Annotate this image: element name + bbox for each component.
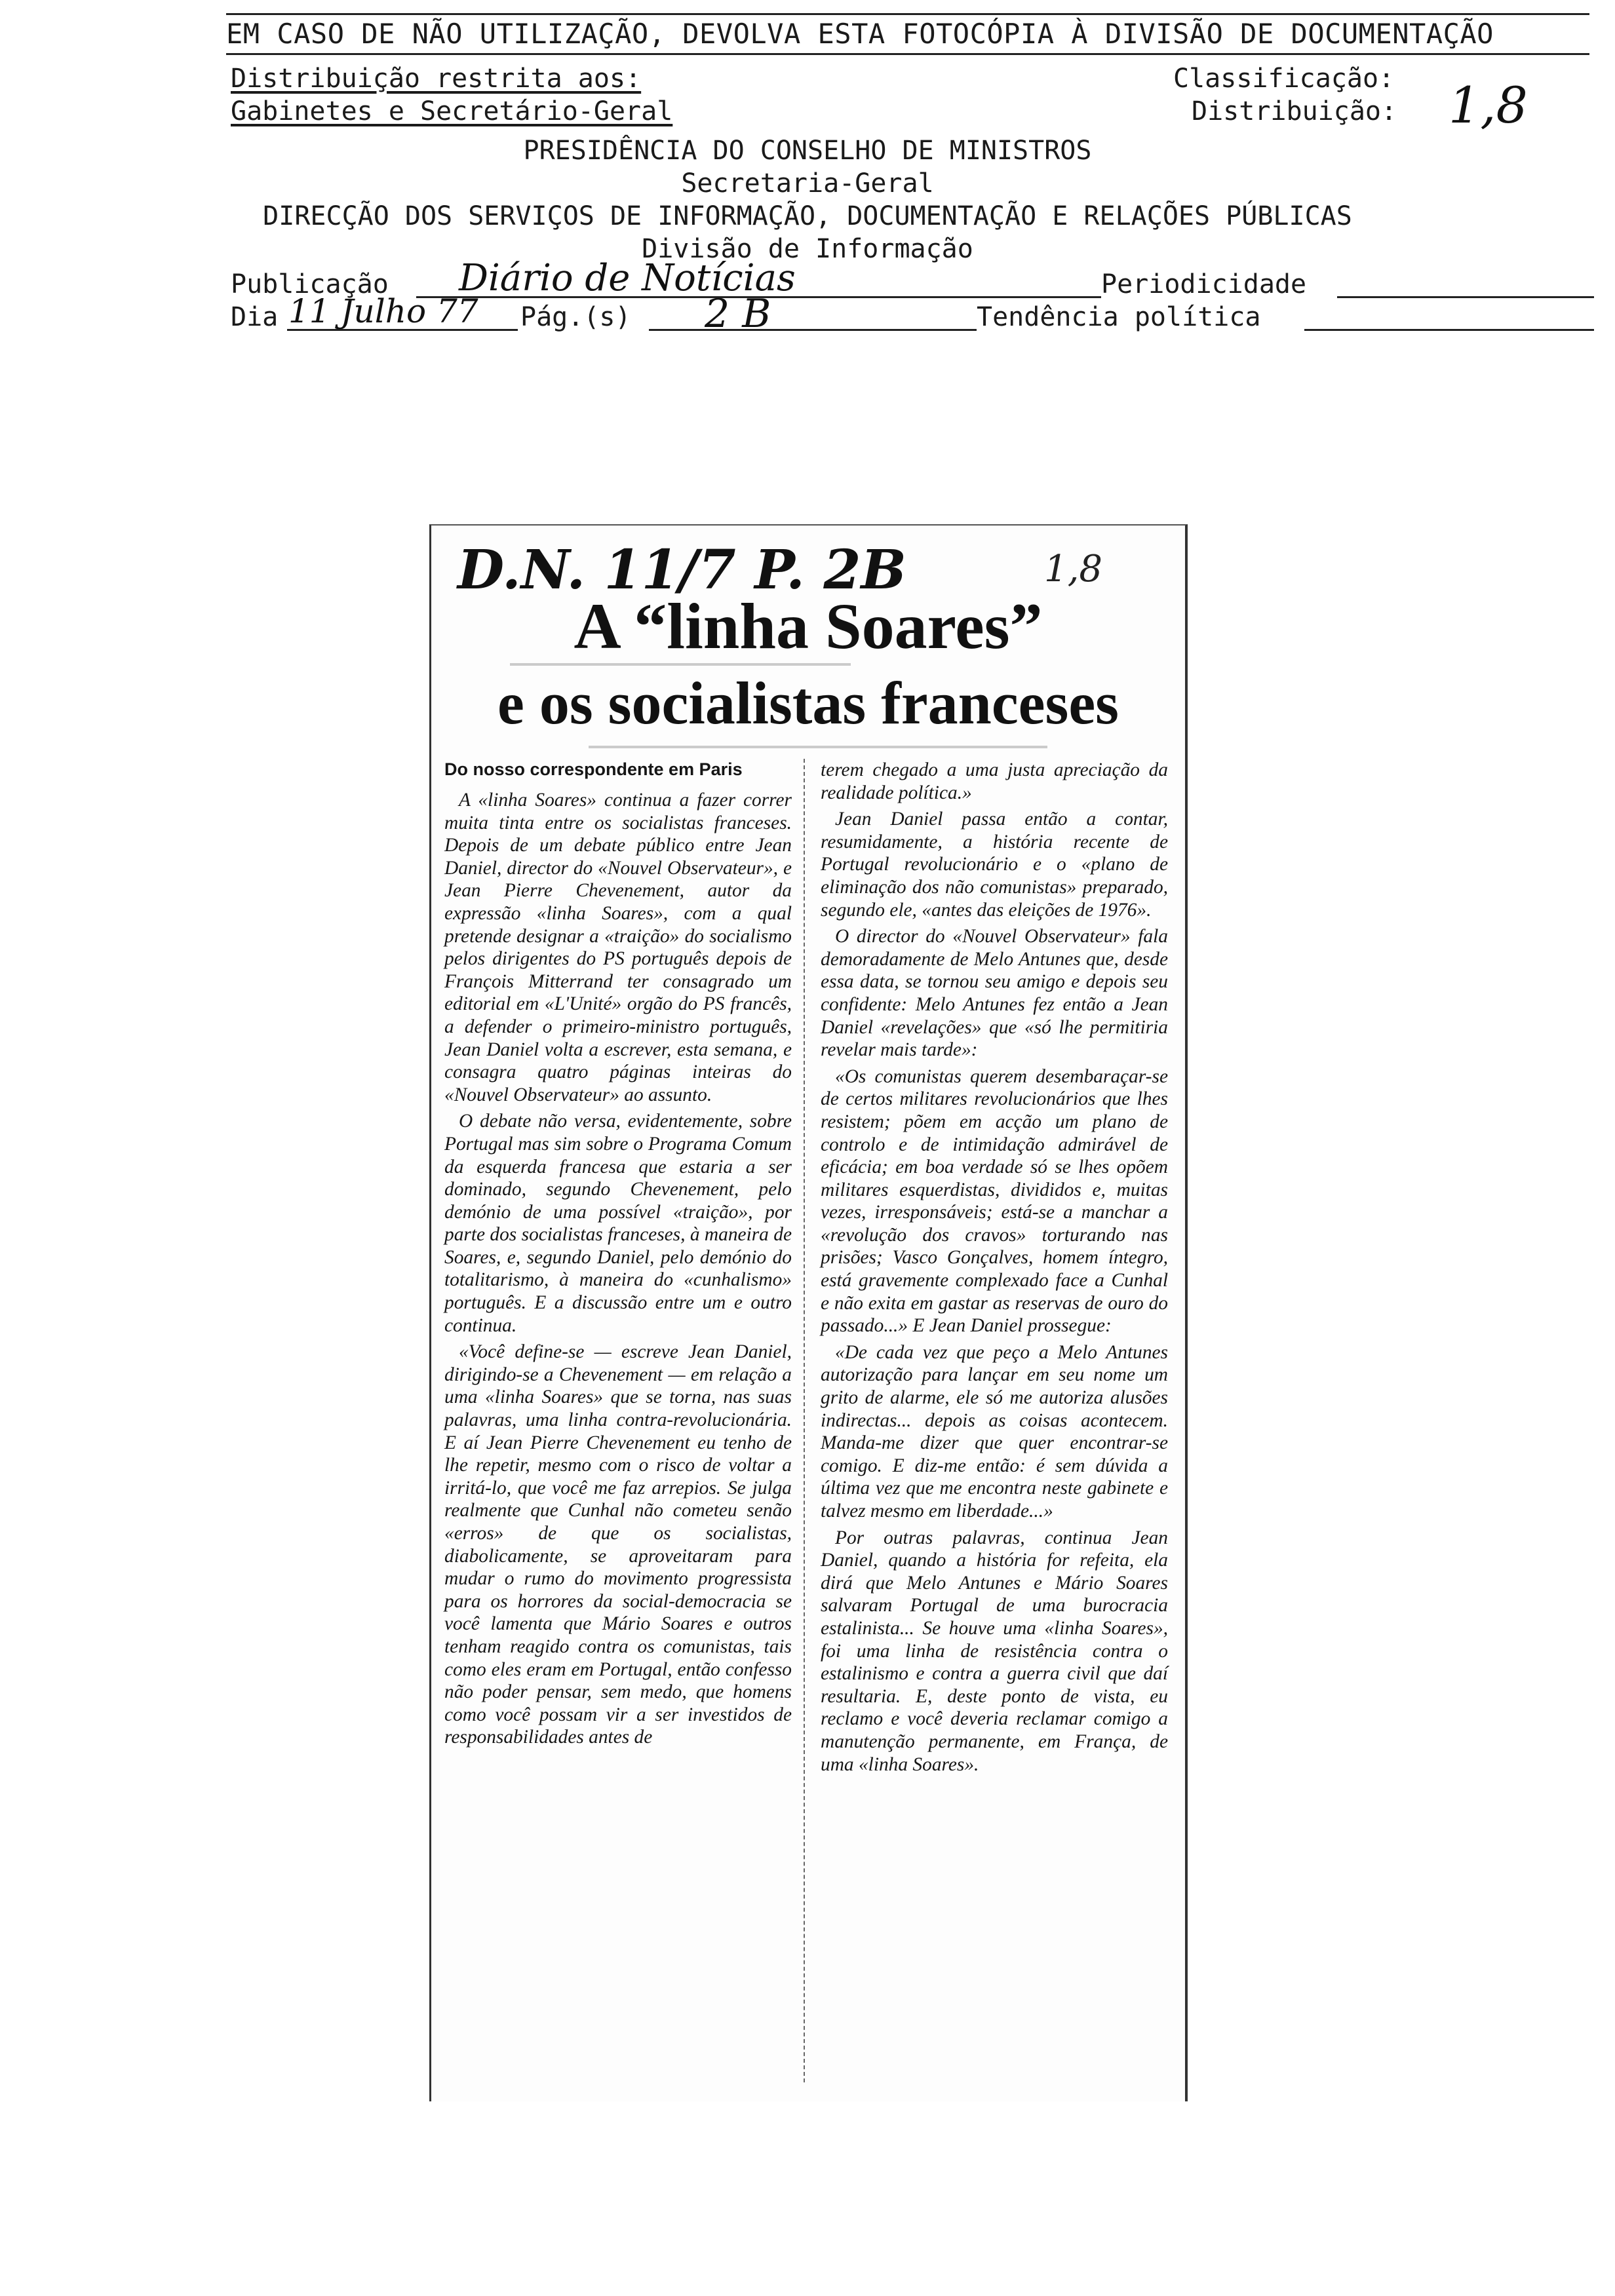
pages-value-handwritten: 2 B	[705, 291, 771, 337]
day-label: Dia	[231, 302, 279, 332]
return-notice-banner: EM CASO DE NÃO UTILIZAÇÃO, DEVOLVA ESTA FOTOCÓPIA À DIVISÃO DE DOCUMENTAÇÃO	[226, 13, 1589, 55]
clipping-handwritten-reference: D.N. 11/7 P. 2B	[457, 539, 906, 602]
political-tendency-field-line	[1304, 329, 1594, 331]
pages-field-line	[649, 329, 977, 331]
periodicity-label: Periodicidade	[1101, 269, 1307, 299]
article-paragraph: A «linha Soares» continua a fazer correr muita tinta entre os socialistas franceses. Depois de um debate público entre Jean Daniel, director do «Nouvel Observateur», e Jean Pierre Chevenement, autor da expressão «linha Soares», com a qual pretende designar a «traição» do socialismo pelos dirigentes do PS português depois de François Mitterrand ter consagrado um editorial em «L'Unité» orgão do PS francês, a defender o primeiro-ministro português, Jean Daniel volta a escrever, esta semana, e consagra quatro páginas inteiras do «Nouvel Observateur» ao assunto.	[444, 790, 792, 1105]
article-column-right	[821, 759, 1168, 1780]
article-paragraph: «Você define-se — escreve Jean Daniel, dirigindo-se a Chevenement — em relação a uma «linha Soares» que se torna, nas suas palavras, uma linha contra-revolucionária. E aí Jean Pierre Chevenement eu tenho de lhe repetir, mesmo com o risco de voltar a irritá-lo, que você me faz arrepios. Se julga realmente que Cunhal não cometeu senão «erros» de que os socialistas, diabolicamente, se aproveitaram para mudar o rumo do movimento progressista para os horrores da social-democracia se você lamenta que Mário Soares e outros tenham reagido contra os comunistas, tais como eles eram em Portugal, então confesso não poder pensar, sem medo, que homens como você possam vir a ser investidos de responsabilidades antes de	[444, 1341, 792, 1748]
article-column-left	[444, 759, 792, 1753]
print-smudge	[510, 663, 851, 666]
article-paragraph: O debate não versa, evidentemente, sobre Portugal mas sim sobre o Programa Comum da esquerda francesa que estaria a ser dominado, segundo Chevenement, pelo demónio de uma possível «traição», por parte dos socialistas franceses, à maneira de Soares, e, segundo Daniel, pelo demónio do totalitarismo, à maneira do «cunhalismo» português. E a discussão entre um e outro continua.	[444, 1111, 792, 1336]
day-value-handwritten: 11 Julho 77	[288, 292, 478, 330]
periodicity-field-line	[1337, 296, 1594, 298]
article-paragraph: Por outras palavras, continua Jean Daniel, quando a história for refeita, ela dirá que Melo Antunes e Mário Soares salvaram Portugal de uma burocracia estalinista... Se houve uma «linha Soares», foi uma linha de resistência contra o estalinismo e contra a guerra civil que daí resultaria. E, deste ponto de vista, eu reclamo e você deveria reclamar comigo a manutenção permanente, em França, de uma «linha Soares».	[821, 1527, 1168, 1775]
political-tendency-label: Tendência política	[977, 302, 1261, 332]
distribution-label: Distribuição:	[1192, 96, 1397, 126]
article-paragraph: «Os comunistas querem desembaraçar-se de certos militares revolucionários que lhes resistem; põem em acção um plano de controlo e de intimidação admirável de eficácia; em boa verdade só se lhes opõem militares esquerdistas, divididos e, muitas vezes, irresponsáveis; está-se a manchar a «revolução dos cravos» torturando nas prisões; Vasco Gonçalves, homem íntegro, está gravemente complexado face a Cunhal e não exita em gastar as reservas de ouro do passado...» E Jean Daniel prossegue:	[821, 1065, 1168, 1337]
restricted-distribution-value: Gabinetes e Secretário-Geral	[231, 96, 673, 126]
distribution-value-handwritten: 1,8	[1449, 76, 1528, 134]
article-paragraph: O director do «Nouvel Observateur» fala demoradamente de Melo Antunes que, desde essa data, se tornou seu amigo e depois seu confidente: Melo Antunes fez então a Jean Daniel «revelações» que «só lhe permitiria revelar mais tarde»:	[821, 926, 1168, 1061]
article-paragraph: terem chegado a uma justa apreciação da realidade política.»	[821, 759, 1168, 803]
newspaper-clipping	[429, 524, 1188, 2101]
org-division: Divisão de Informação	[642, 234, 973, 264]
print-smudge	[589, 746, 1047, 748]
publication-label: Publicação	[231, 269, 389, 299]
org-title: PRESIDÊNCIA DO CONSELHO DE MINISTROS	[523, 136, 1092, 166]
column-divider	[804, 759, 805, 2082]
headline-line-1: A “linha Soares”	[574, 590, 1043, 662]
org-directorate: DIRECÇÃO DOS SERVIÇOS DE INFORMAÇÃO, DOCUMENTAÇÃO E RELAÇÕES PÚBLICAS	[263, 201, 1352, 231]
classification-label: Classificação:	[1173, 64, 1395, 94]
article-paragraph: Jean Daniel passa então a contar, resumidamente, a história recente de Portugal revolucionário e o «plano de eliminação dos não comunistas» preparado, segundo ele, «antes das eleições de 1976».	[821, 809, 1168, 921]
org-subtitle: Secretaria-Geral	[681, 168, 934, 199]
publication-value-handwritten: Diário de Notícias	[459, 257, 796, 299]
headline-line-2: e os socialistas franceses	[497, 670, 1119, 737]
clipping-handwritten-number: 1,8	[1044, 548, 1103, 590]
article-body	[444, 759, 1172, 2089]
article-paragraph: «De cada vez que peço a Melo Antunes autorização para lançar em seu nome um grito de alarme, ele só me autoriza alusões indirectas... depois as coisas acontecem. Manda-me dizer que quer encontrar-se comigo. E diz-me então: é sem dúvida a última vez que me encontra neste gabinete e talvez mesmo em liberdade...»	[821, 1341, 1168, 1521]
restricted-distribution-label: Distribuição restrita aos:	[231, 64, 642, 94]
article-byline: Do nosso correspondente em Paris	[444, 759, 743, 779]
pages-label: Pág.(s)	[520, 302, 631, 332]
